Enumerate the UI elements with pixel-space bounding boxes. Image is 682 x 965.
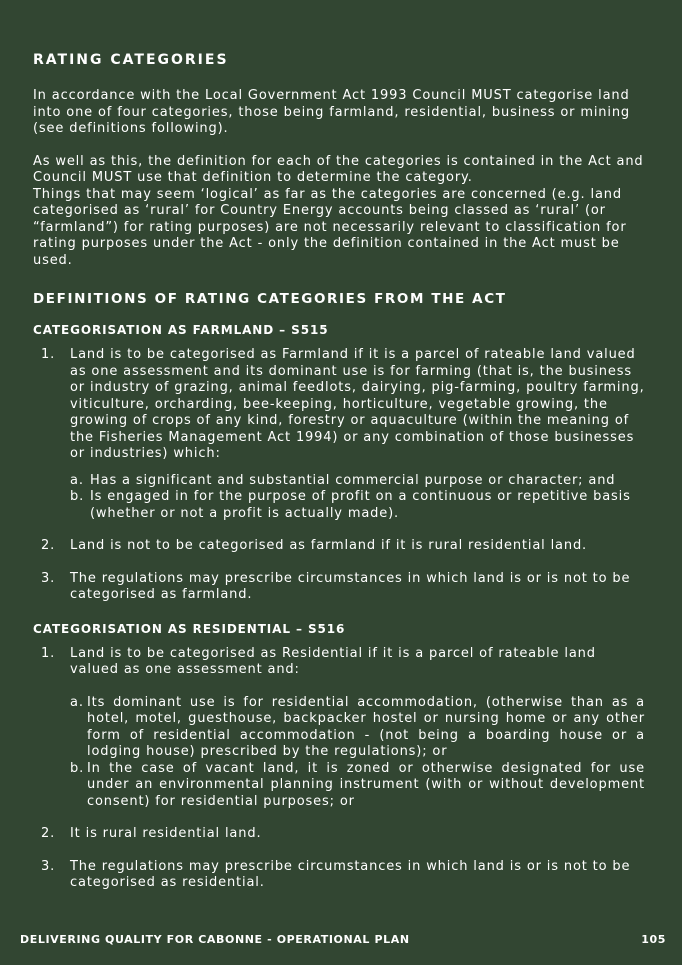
list-item [41, 826, 645, 843]
page-footer [20, 933, 666, 946]
footer-title: DELIVERING QUALITY FOR CABONNE - OPERATIONAL PLAN [20, 933, 410, 946]
list-marker: 3. [41, 858, 56, 874]
list-item-text: The regulations may prescribe circumstances in which land is or is not to be categorised as residential. [70, 858, 631, 890]
list-marker: a. [70, 694, 84, 710]
sub-list-item [70, 489, 645, 522]
intro-paragraph-1: In accordance with the Local Government Act 1993 Council MUST categorise land into one of four categories, those being farmland, residential, business or mining (see definitions following). [33, 88, 631, 136]
list-item-text: Land is to be categorised as Farmland if it is a parcel of rateable land valued as one assessment and its dominant use is for farming (that is, the business or industry of grazing, animal feedlots, dairying, pig-farming, poultry farming, viticulture, orcharding, bee-keeping, horticulture, vegetable growing, the growing of crops of any kind, forestry or aquaculture (within the meaning of the Fisheries Management Act 1994) or any combination of those businesses or industries) which: [70, 347, 645, 461]
page-number: 105 [641, 933, 666, 946]
list-marker: 2. [41, 538, 56, 553]
residential-heading: CATEGORISATION AS RESIDENTIAL – S516 [33, 621, 346, 636]
intro-paragraph-2: As well as this, the definition for each of the categories is contained in the Act and Council MUST use that definition to determine the category. [33, 153, 644, 185]
list-item [41, 859, 645, 892]
list-item-text: In the case of vacant land, it is zoned or otherwise designated for use under an environmental planning instrument (with or without development consent) for residential purposes; or [87, 760, 645, 809]
definitions-heading: DEFINITIONS OF RATING CATEGORIES FROM THE ACT [33, 291, 507, 307]
page-content [33, 52, 645, 892]
list-item-text: Land is not to be categorised as farmland if it is rural residential land. [70, 538, 588, 553]
list-marker: 1. [41, 347, 56, 362]
sub-list-item [70, 473, 645, 490]
list-item-text: Is engaged in for the purpose of profit on a continuous or repetitive basis (whether or not a profit is actually made). [90, 489, 631, 521]
list-item-text: The regulations may prescribe circumstances in which land is or is not to be categorised as farmland. [70, 570, 631, 602]
list-marker: a. [70, 472, 84, 488]
sub-list-item [70, 761, 645, 811]
list-item [41, 571, 645, 604]
sub-list-item [70, 695, 645, 761]
page-title: RATING CATEGORIES [33, 52, 229, 68]
list-marker: b. [70, 760, 85, 776]
list-item-text: Its dominant use is for residential accommodation, (otherwise than as a hotel, motel, guesthouse, backpacker hostel or nursing home or any other form of residential accommodation - (not being a boarding house or a lodging house) prescribed by the regulations); or [87, 694, 645, 759]
list-item-text: It is rural residential land. [70, 826, 262, 841]
sub-list [70, 473, 645, 523]
list-item-text: Land is to be categorised as Residential if it is a parcel of rateable land valued as one assessment and: [70, 645, 596, 677]
intro-paragraph-3: Things that may seem ‘logical’ as far as the categories are concerned (e.g. land categorised as ‘rural’ for Country Energy accounts being classed as ‘rural’ (or “farmland”) for rating purposes) are not necessarily relevant to classification for rating purposes under the Act - only the definition contained in the Act must be used. [33, 186, 627, 268]
list-item [41, 538, 645, 555]
farmland-list [33, 347, 645, 604]
farmland-heading: CATEGORISATION AS FARMLAND – S515 [33, 323, 329, 337]
list-item [41, 646, 645, 811]
list-marker: 3. [41, 570, 56, 586]
list-marker: 2. [41, 826, 56, 841]
sub-list [70, 695, 645, 811]
list-marker: b. [70, 489, 85, 504]
list-item-text: Has a significant and substantial commercial purpose or character; and [90, 472, 616, 488]
list-item [41, 347, 645, 522]
list-marker: 1. [41, 645, 56, 661]
residential-list [33, 646, 645, 892]
